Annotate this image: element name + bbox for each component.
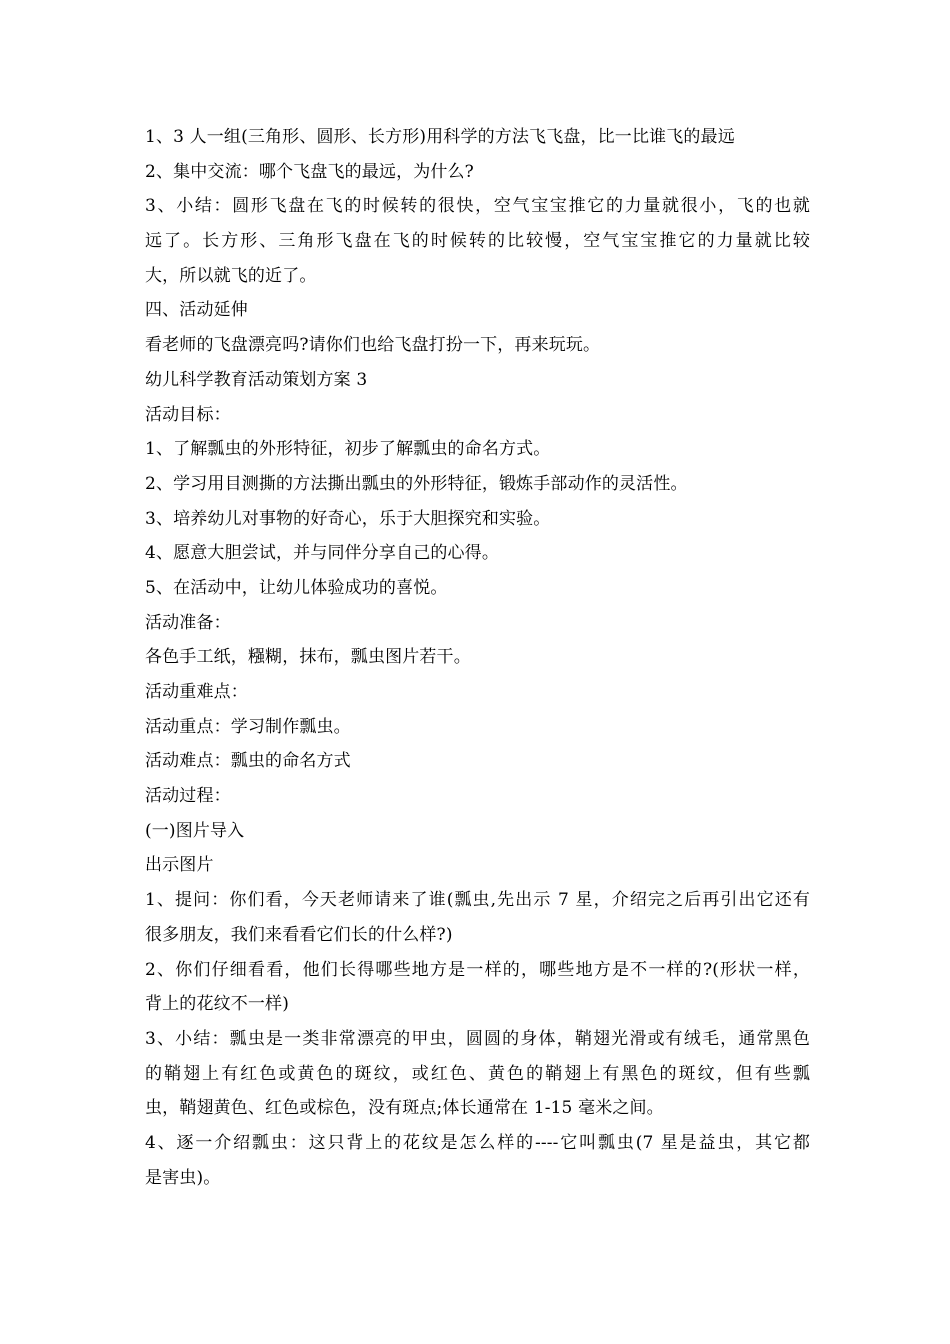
text-line: 活动重点：学习制作瓢虫。 bbox=[145, 716, 351, 737]
text-line: 2、学习用目测撕的方法撕出瓢虫的外形特征，锻炼手部动作的灵活性。 bbox=[145, 473, 688, 494]
section-heading: 活动过程： bbox=[145, 786, 231, 807]
text-line: 1、了解瓢虫的外形特征，初步了解瓢虫的命名方式。 bbox=[145, 439, 551, 460]
text-line: 背上的花纹不一样) bbox=[145, 994, 289, 1015]
text-line: 是害虫)。 bbox=[145, 1167, 221, 1188]
text-line: 各色手工纸，糨糊，抹布，瓢虫图片若干。 bbox=[145, 647, 471, 668]
section-heading: 四、活动延伸 bbox=[145, 300, 248, 321]
text-line: 看老师的飞盘漂亮吗?请你们也给飞盘打扮一下，再来玩玩。 bbox=[145, 335, 601, 356]
text-line: 出示图片 bbox=[145, 855, 214, 876]
text-line: 3、小结：圆形飞盘在飞的时候转的很快，空气宝宝推它的力量就很小，飞的也就 bbox=[145, 196, 810, 217]
section-heading: 幼儿科学教育活动策划方案 3 bbox=[145, 369, 368, 390]
document-page bbox=[145, 120, 810, 1195]
text-line: 的鞘翅上有红色或黄色的斑纹，或红色、黄色的鞘翅上有黑色的斑纹，但有些瓢 bbox=[145, 1063, 810, 1084]
text-line: 2、集中交流：哪个飞盘飞的最远，为什么? bbox=[145, 161, 474, 182]
section-heading: 活动重难点： bbox=[145, 682, 248, 702]
text-line: 5、在活动中，让幼儿体验成功的喜悦。 bbox=[145, 577, 448, 598]
section-heading: 活动目标： bbox=[145, 404, 231, 425]
text-line: 很多朋友，我们来看看它们长的什么样?) bbox=[145, 924, 453, 945]
text-line: 大，所以就飞的近了。 bbox=[145, 265, 317, 286]
text-line: 1、提问：你们看，今天老师请来了谁(瓢虫,先出示 7 星，介绍完之后再引出它还有 bbox=[145, 890, 810, 911]
text-line: 2、你们仔细看看，他们长得哪些地方是一样的，哪些地方是不一样的?(形状一样， bbox=[145, 959, 810, 980]
section-heading: (一)图片导入 bbox=[145, 820, 245, 841]
text-line: 活动难点：瓢虫的命名方式 bbox=[145, 751, 351, 772]
text-line: 3、小结：瓢虫是一类非常漂亮的甲虫，圆圆的身体，鞘翅光滑或有绒毛，通常黑色 bbox=[145, 1028, 810, 1049]
text-line: 3、培养幼儿对事物的好奇心，乐于大胆探究和实验。 bbox=[145, 508, 551, 529]
text-line: 4、逐一介绍瓢虫：这只背上的花纹是怎么样的----它叫瓢虫(7 星是益虫，其它都 bbox=[145, 1132, 810, 1153]
text-line: 4、愿意大胆尝试，并与同伴分享自己的心得。 bbox=[145, 543, 499, 564]
section-heading: 活动准备： bbox=[145, 612, 231, 633]
text-line: 远了。长方形、三角形飞盘在飞的时候转的比较慢，空气宝宝推它的力量就比较 bbox=[145, 231, 810, 252]
text-line: 虫，鞘翅黄色、红色或棕色，没有斑点;体长通常在 1-15 毫米之间。 bbox=[145, 1098, 664, 1119]
text-line: 1、3 人一组(三角形、圆形、长方形)用科学的方法飞飞盘，比一比谁飞的最远 bbox=[145, 127, 735, 147]
